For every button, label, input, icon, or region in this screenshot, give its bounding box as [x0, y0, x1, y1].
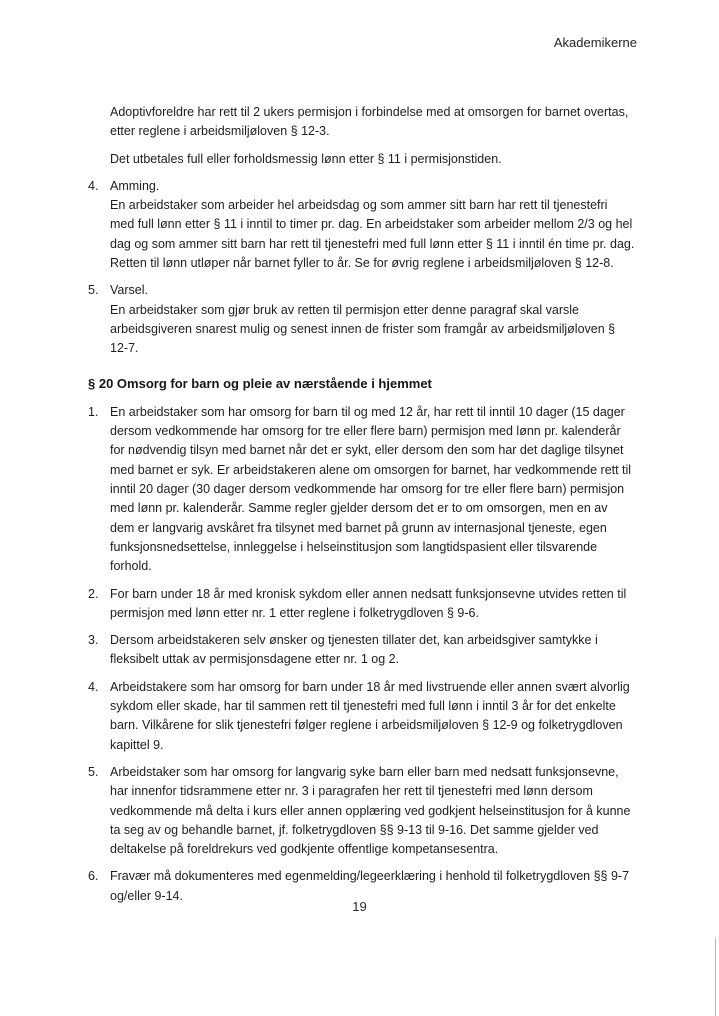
list-item — [88, 763, 635, 859]
list-item-text: En arbeidstaker som gjør bruk av retten til permisjon etter denne paragraf skal varsle arbeidsgiveren snarest mulig og senest innen de frister som framgår av arbeidsmiljøloven § 12-7. — [110, 302, 616, 356]
list-item-number: 6. — [88, 869, 99, 884]
document-body — [88, 103, 635, 914]
list-item-number: 2. — [88, 586, 99, 601]
list-item-varsel — [88, 281, 635, 358]
list-item — [88, 631, 635, 670]
list-item-number: 4. — [88, 178, 99, 193]
page-number: 19 — [352, 899, 367, 914]
intro-paragraph-1: Adoptivforeldre har rett til 2 ukers permisjon i forbindelse med at omsorgen for barnet overtas, etter reglene i arbeidsmiljøloven § 12-3. — [110, 105, 629, 139]
org-name: Akademikerne — [553, 35, 637, 50]
list-item-number: 5. — [88, 283, 99, 298]
list-item-amming — [88, 177, 635, 273]
list-item-text: En arbeidstaker som arbeider hel arbeidsdag og som ammer sitt barn har rett til tjenestefri med full lønn etter § 11 i inntil to timer pr. dag. En arbeidstaker som arbeider mellom 2/3 og hel dag og som ammer sitt barn har rett til tjenestefri med full lønn etter § 11 i inntil én time pr. dag. Retten til lønn utløper når barnet fyller to år. Se for øvrig reglene i arbeidsmiljøloven § 12-8. — [110, 198, 635, 271]
list-item-text: For barn under 18 år med kronisk sykdom eller annen nedsatt funksjonsevne utvides retten til permisjon med lønn etter nr. 1 etter reglene i folketrygdloven § 9-6. — [110, 586, 627, 620]
list-item-number: 1. — [88, 404, 99, 419]
list-item-title: Varsel. — [110, 283, 148, 298]
intro-paragraph-2: Det utbetales full eller forholdsmessig lønn etter § 11 i permisjonstiden. — [110, 151, 502, 166]
list-item-title: Amming. — [110, 178, 160, 193]
list-item — [88, 585, 635, 624]
list-item-number: 4. — [88, 679, 99, 694]
scan-artifact-line — [715, 938, 716, 1016]
list-item — [88, 403, 635, 577]
list-item-number: 5. — [88, 764, 99, 779]
list-item-text: Fravær må dokumenteres med egenmelding/legeerklæring i henhold til folketrygdloven §§ 9-7 og/eller 9-14. — [110, 869, 630, 903]
section-heading: § 20 Omsorg for barn og pleie av nærstående i hjemmet — [88, 375, 432, 391]
list-item — [88, 678, 635, 755]
list-item-text: Arbeidstaker som har omsorg for langvarig syke barn eller barn med nedsatt funksjonsevne, har innenfor tidsrammene etter nr. 3 i paragrafen her rett til tjenestefri med lønn dersom vedkommende må delta i kurs eller annen opplæring ved godkjent helseinstitusjon for å kunne ta seg av og behandle barnet, jf. folketrygdloven §§ 9-13 til 9-16. Det samme gjelder ved deltakelse på foreldrekurs ved godkjente offentlige kompetansesentra. — [110, 764, 631, 857]
list-item-number: 3. — [88, 633, 99, 648]
list-item-text: En arbeidstaker som har omsorg for barn til og med 12 år, har rett til inntil 10 dager (15 dager dersom vedkommende har omsorg for tre eller flere barn) permisjon med lønn pr. kalenderår for nødvendig tilsyn med barnet når det er sykt, eller dersom den som har det daglige tilsynet med barnet er syk. Er arbeidstakeren alene om omsorgen for barnet, har vedkommende rett til inntil 20 dager (30 dager dersom vedkommende har omsorg for tre eller flere barn) permisjon med lønn pr. kalenderår. Samme regler gjelder dersom det er to om omsorgen, men en av dem er langvarig avskåret fra tilsynet med barnet på grunn av internasjonal tjeneste, egen funksjonsnedsettelse, innleggelse i helseinstitusjon som langtidspasient eller tilsvarende forhold. — [110, 404, 632, 574]
page-header — [554, 35, 637, 50]
list-item-text: Dersom arbeidstakeren selv ønsker og tjenesten tillater det, kan arbeidsgiver samtykke i fleksibelt uttak av permisjonsdagene etter nr. 1 og 2. — [110, 633, 598, 667]
list-item-text: Arbeidstakere som har omsorg for barn under 18 år med livstruende eller annen svært alvorlig sykdom eller skade, har til sammen rett til tjenestefri med full lønn i inntil 3 år for det enkelte barn. Vilkårene for slik tjenestefri følger reglene i arbeidsmiljøloven § 12-9 og folketrygdloven kapittel 9. — [110, 679, 630, 752]
